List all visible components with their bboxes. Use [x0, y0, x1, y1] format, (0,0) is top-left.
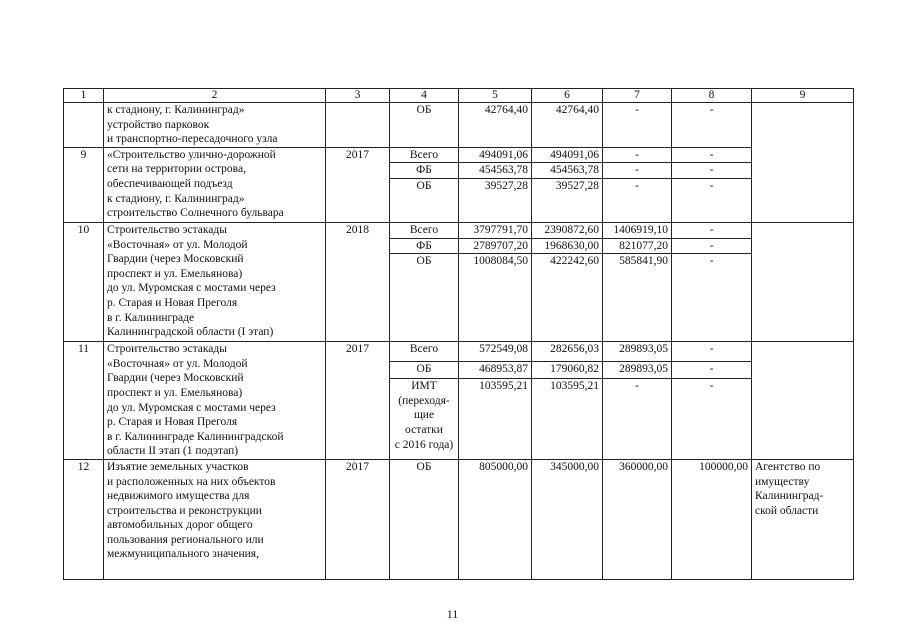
amount-cell: 2789707,20 — [459, 238, 532, 254]
row-number-cell: 12 — [64, 459, 104, 579]
amount-cell: 103595,21 — [532, 379, 603, 460]
funding-source-cell: ОБ — [390, 362, 459, 379]
amount-cell: - — [672, 362, 752, 379]
year-cell: 2017 — [326, 342, 390, 460]
column-header: 6 — [532, 89, 603, 103]
table-row — [64, 342, 854, 362]
row-number-cell: 9 — [64, 147, 104, 222]
amount-cell: 494091,06 — [459, 147, 532, 163]
amount-cell: - — [603, 103, 672, 148]
amount-cell: 1008084,50 — [459, 254, 532, 342]
funding-source-cell: ОБ — [390, 254, 459, 342]
funding-source-cell: ОБ — [390, 103, 459, 148]
table-row — [64, 147, 854, 163]
amount-cell: - — [603, 147, 672, 163]
amount-cell: 585841,90 — [603, 254, 672, 342]
page-number: 11 — [446, 607, 459, 621]
program-table — [63, 88, 854, 580]
amount-cell: 42764,40 — [459, 103, 532, 148]
column-header: 3 — [326, 89, 390, 103]
amount-cell: - — [672, 379, 752, 460]
year-cell: 2017 — [326, 459, 390, 579]
amount-cell: 3797791,70 — [459, 222, 532, 238]
amount-cell: 179060,82 — [532, 362, 603, 379]
object-name-cell: к стадиону, г. Калининград» устройство парковок и транспортно-пересадочного узла — [104, 103, 326, 148]
amount-cell: 1968630,00 — [532, 238, 603, 254]
amount-cell: 39527,28 — [459, 178, 532, 222]
row-number-cell: 11 — [64, 342, 104, 460]
amount-cell: 2390872,60 — [532, 222, 603, 238]
amount-cell: 494091,06 — [532, 147, 603, 163]
amount-cell: 103595,21 — [459, 379, 532, 460]
amount-cell: 360000,00 — [603, 459, 672, 579]
row-number-cell: 10 — [64, 222, 104, 341]
amount-cell: 821077,20 — [603, 238, 672, 254]
row-number-cell — [64, 103, 104, 148]
amount-cell: - — [603, 178, 672, 222]
table-row — [64, 222, 854, 238]
amount-cell: 100000,00 — [672, 459, 752, 579]
amount-cell: 345000,00 — [532, 459, 603, 579]
amount-cell: - — [603, 379, 672, 460]
table-row-continuation — [64, 103, 854, 148]
amount-cell: 805000,00 — [459, 459, 532, 579]
funding-source-cell: ИМТ (переходя- щие остатки с 2016 года) — [390, 379, 459, 460]
amount-cell: 39527,28 — [532, 178, 603, 222]
object-name-cell: Строительство эстакады «Восточная» от ул. Молодой Гвардии (через Московский проспект и ул. Емельянова) до ул. Муромская с мостами через р. Старая и Новая Преголя в г. Калининграде Калининградской области (I этап) — [104, 222, 326, 341]
object-name-cell: Изъятие земельных участков и расположенных на них объектов недвижимого имущества для строительства и реконструкции автомобильных дорог общего пользования регионального или межмуниципального значения, — [104, 459, 326, 579]
column-header: 1 — [64, 89, 104, 103]
amount-cell: - — [672, 163, 752, 179]
amount-cell: 42764,40 — [532, 103, 603, 148]
amount-cell: - — [672, 178, 752, 222]
amount-cell: 289893,05 — [603, 342, 672, 362]
object-name-cell: Строительство эстакады «Восточная» от ул. Молодой Гвардии (через Московский проспект и ул. Емельянова) до ул. Муромская с мостами через р. Старая и Новая Преголя в г. Калининграде Калининградской области II этап (1 подэтап) — [104, 342, 326, 460]
column-header: 7 — [603, 89, 672, 103]
amount-cell: - — [672, 147, 752, 163]
amount-cell: 282656,03 — [532, 342, 603, 362]
amount-cell: 1406919,10 — [603, 222, 672, 238]
amount-cell: 468953,87 — [459, 362, 532, 379]
column-header: 5 — [459, 89, 532, 103]
funding-source-cell: ФБ — [390, 238, 459, 254]
amount-cell: 422242,60 — [532, 254, 603, 342]
column-header: 2 — [104, 89, 326, 103]
column-number-row — [64, 89, 854, 103]
amount-cell: - — [672, 254, 752, 342]
year-cell — [326, 103, 390, 148]
year-cell: 2017 — [326, 147, 390, 222]
executor-cell — [752, 342, 854, 460]
column-header: 4 — [390, 89, 459, 103]
executor-cell: Агентство по имуществу Калининград- ской области — [752, 459, 854, 579]
funding-source-cell: ФБ — [390, 163, 459, 179]
amount-cell: 454563,78 — [532, 163, 603, 179]
amount-cell: 454563,78 — [459, 163, 532, 179]
column-header: 8 — [672, 89, 752, 103]
executor-cell — [752, 103, 854, 223]
amount-cell: - — [672, 103, 752, 148]
funding-source-cell: ОБ — [390, 459, 459, 579]
amount-cell: - — [672, 342, 752, 362]
amount-cell: - — [603, 163, 672, 179]
amount-cell: - — [672, 222, 752, 238]
table-row — [64, 459, 854, 579]
funding-source-cell: ОБ — [390, 178, 459, 222]
executor-cell — [752, 222, 854, 341]
amount-cell: - — [672, 238, 752, 254]
amount-cell: 289893,05 — [603, 362, 672, 379]
funding-source-cell: Всего — [390, 342, 459, 362]
object-name-cell: «Строительство улично-дорожной сети на территории острова, обеспечивающей подъезд к стадиону, г. Калининград» строительство Солнечного бульвара — [104, 147, 326, 222]
funding-source-cell: Всего — [390, 222, 459, 238]
column-header: 9 — [752, 89, 854, 103]
year-cell: 2018 — [326, 222, 390, 341]
funding-source-cell: Всего — [390, 147, 459, 163]
amount-cell: 572549,08 — [459, 342, 532, 362]
